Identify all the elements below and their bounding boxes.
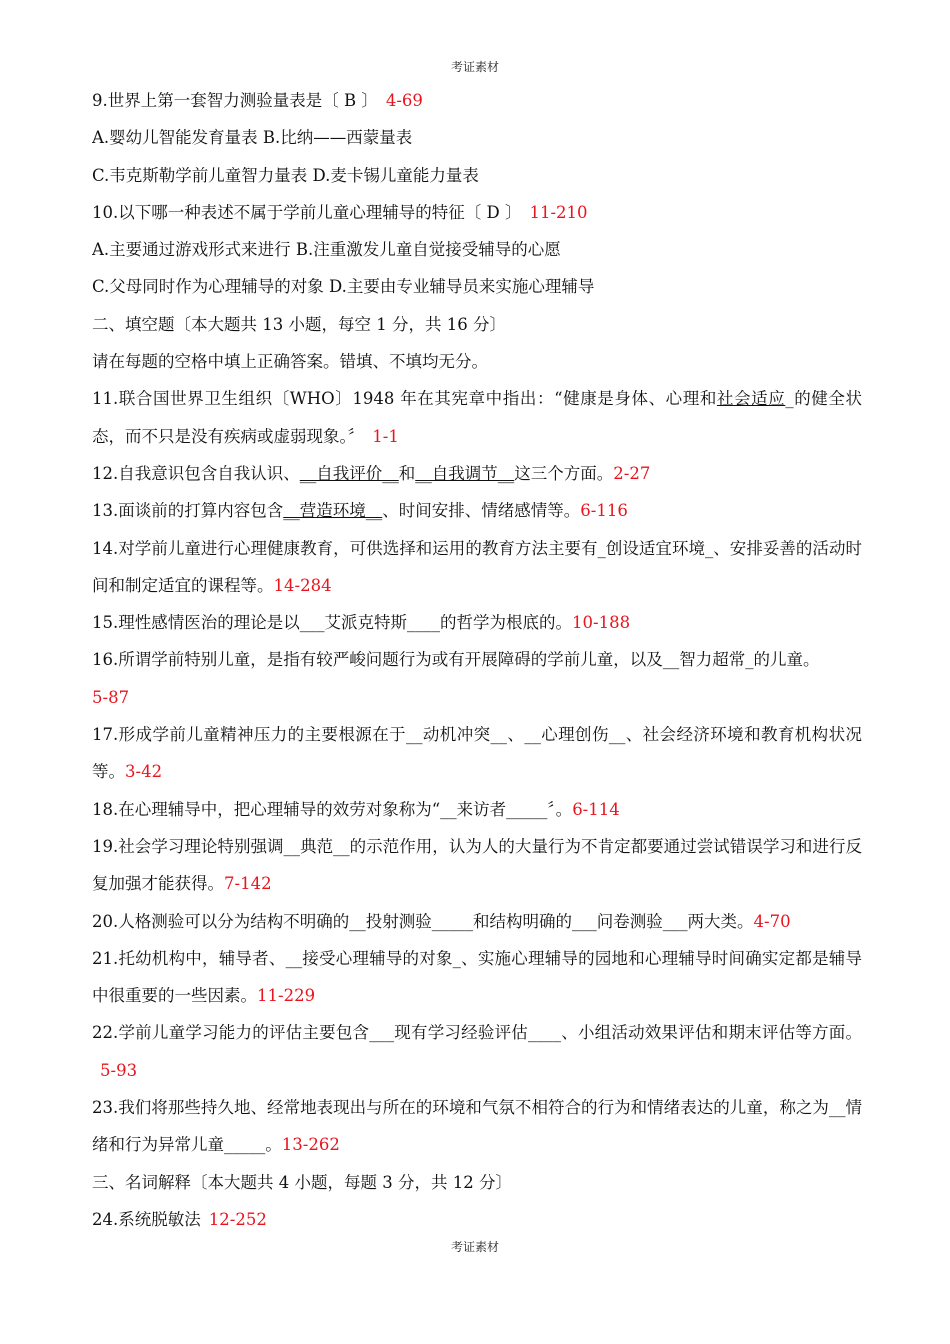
question-9 <box>92 82 862 119</box>
page-reference: 11-210 <box>529 202 588 222</box>
page-reference: 6-114 <box>572 799 620 819</box>
question-19 <box>92 828 862 903</box>
page-reference: 12-252 <box>208 1209 267 1229</box>
option-line <box>92 157 862 194</box>
section-heading <box>92 306 862 343</box>
question-10 <box>92 194 862 231</box>
question-text: 13.面谈前的打算内容包含 <box>92 501 284 521</box>
instruction-text: 请在每题的空格中填上正确答案。错填、不填均无分。 <box>92 352 488 372</box>
section-title: 二、填空题〔本大题共 13 小题，每空 1 分，共 16 分〕 <box>92 314 506 334</box>
question-text: 19.社会学习理论特别强调__典范__的示范作用，认为人的大量行为不肯定都要通过尝试错误学习和进行反复加强才能获得。 <box>92 836 862 894</box>
question-text: 9.世界上第一套智力测验量表是〔 B 〕 <box>92 91 378 110</box>
option-line <box>92 268 862 305</box>
exam-content <box>92 82 862 1238</box>
question-15 <box>92 604 862 641</box>
question-text: 24.系统脱敏法 <box>92 1209 201 1229</box>
page-reference: 14-284 <box>273 575 332 595</box>
question-16 <box>92 641 862 716</box>
question-text: 17.形成学前儿童精神压力的主要根源在于__动机冲突__、__心理创伤__、社会经济环境和教育机构状况等。 <box>92 725 862 782</box>
option-text: A.婴幼儿智能发育量表 B.比纳——西蒙量表 <box>92 128 413 148</box>
question-text: 20.人格测验可以分为结构不明确的__投射测验_____和结构明确的___问卷测验___两大类。 <box>92 911 754 931</box>
page-reference: 10-188 <box>572 613 631 633</box>
page-reference: 1-1 <box>372 426 399 446</box>
question-text: 16.所谓学前特别儿童，是指有较严峻问题行为或有开展障碍的学前儿童，以及__智力超常_的儿童。 <box>92 650 820 670</box>
section-heading <box>92 1164 862 1201</box>
answer-text: __营造环境__ <box>283 501 383 521</box>
question-12 <box>92 455 862 492</box>
question-text: _的健全状态，而不只是没有疾病或虚弱现象。〞 <box>92 389 862 446</box>
question-17 <box>92 716 862 791</box>
question-11 <box>92 380 862 455</box>
question-text: 11.联合国世界卫生组织〔WHO〕1948 年在其宪章中指出：“健康是身体、心理和 <box>92 389 717 409</box>
question-text: 14.对学前儿童进行心理健康教育，可供选择和运用的教育方法主要有_创设适宜环境_、安排妥善的活动时间和制定适宜的课程等。 <box>92 538 862 595</box>
page-reference: 4-69 <box>385 91 423 110</box>
question-text: 22.学前儿童学习能力的评估主要包含___现有学习经验评估____、小组活动效果评估和期末评估等方面。 <box>92 1023 862 1043</box>
question-18 <box>92 791 862 828</box>
question-text: 10.以下哪一种表述不属于学前儿童心理辅导的特征〔 D 〕 <box>92 202 522 222</box>
question-text: 18.在心理辅导中，把心理辅导的效劳对象称为“__来访者_____〞。 <box>92 799 573 819</box>
option-text: C.韦克斯勒学前儿童智力量表 D.麦卡锡儿童能力量表 <box>92 165 479 185</box>
question-23 <box>92 1089 862 1164</box>
page-reference: 13-262 <box>281 1135 340 1155</box>
question-13 <box>92 492 862 529</box>
question-text: 21.托幼机构中，辅导者、__接受心理辅导的对象_、实施心理辅导的园地和心理辅导时间确实定都是辅导中很重要的一些因素。 <box>92 948 862 1006</box>
page-reference: 5-93 <box>100 1060 138 1080</box>
question-22 <box>92 1014 862 1089</box>
answer-text: __自我调节__ <box>415 463 515 483</box>
question-text: 12.自我意识包含自我认识、 <box>92 463 300 483</box>
question-text: 23.我们将那些持久地、经常地表现出与所在的环境和气氛不相符合的行为和情绪表达的儿童，称之为__情绪和行为异常儿童_____。 <box>92 1098 862 1155</box>
question-24 <box>92 1201 862 1238</box>
option-line <box>92 119 862 156</box>
page-header: 考证素材 <box>450 60 499 74</box>
option-text: C.父母同时作为心理辅导的对象 D.主要由专业辅导员来实施心理辅导 <box>92 277 595 297</box>
page-reference: 11-229 <box>257 986 316 1006</box>
option-line <box>92 231 862 268</box>
answer-text: 社会适应 <box>716 389 786 409</box>
question-text: 这三个方面。 <box>514 463 614 483</box>
question-14 <box>92 530 862 605</box>
answer-text: __自我评价__ <box>299 463 399 483</box>
section-instruction <box>92 343 862 380</box>
option-text: A.主要通过游戏形式来进行 B.注重激发儿童自觉接受辅导的心愿 <box>92 240 561 260</box>
page-reference: 6-116 <box>580 501 628 521</box>
question-21 <box>92 940 862 1015</box>
page-reference: 3-42 <box>125 762 163 782</box>
page-footer: 考证素材 <box>450 1240 499 1254</box>
page-reference: 4-70 <box>753 911 791 931</box>
question-20 <box>92 903 862 940</box>
page-reference: 7-142 <box>224 874 272 894</box>
question-text: 和 <box>398 463 416 483</box>
section-title: 三、名词解释〔本大题共 4 小题，每题 3 分，共 12 分〕 <box>92 1172 512 1192</box>
page-reference: 5-87 <box>92 687 130 707</box>
question-text: 15.理性感情医治的理论是以___艾派克特斯____的哲学为根底的。 <box>92 613 572 633</box>
question-text: 、时间安排、情绪感情等。 <box>382 501 581 521</box>
page-reference: 2-27 <box>613 463 651 483</box>
